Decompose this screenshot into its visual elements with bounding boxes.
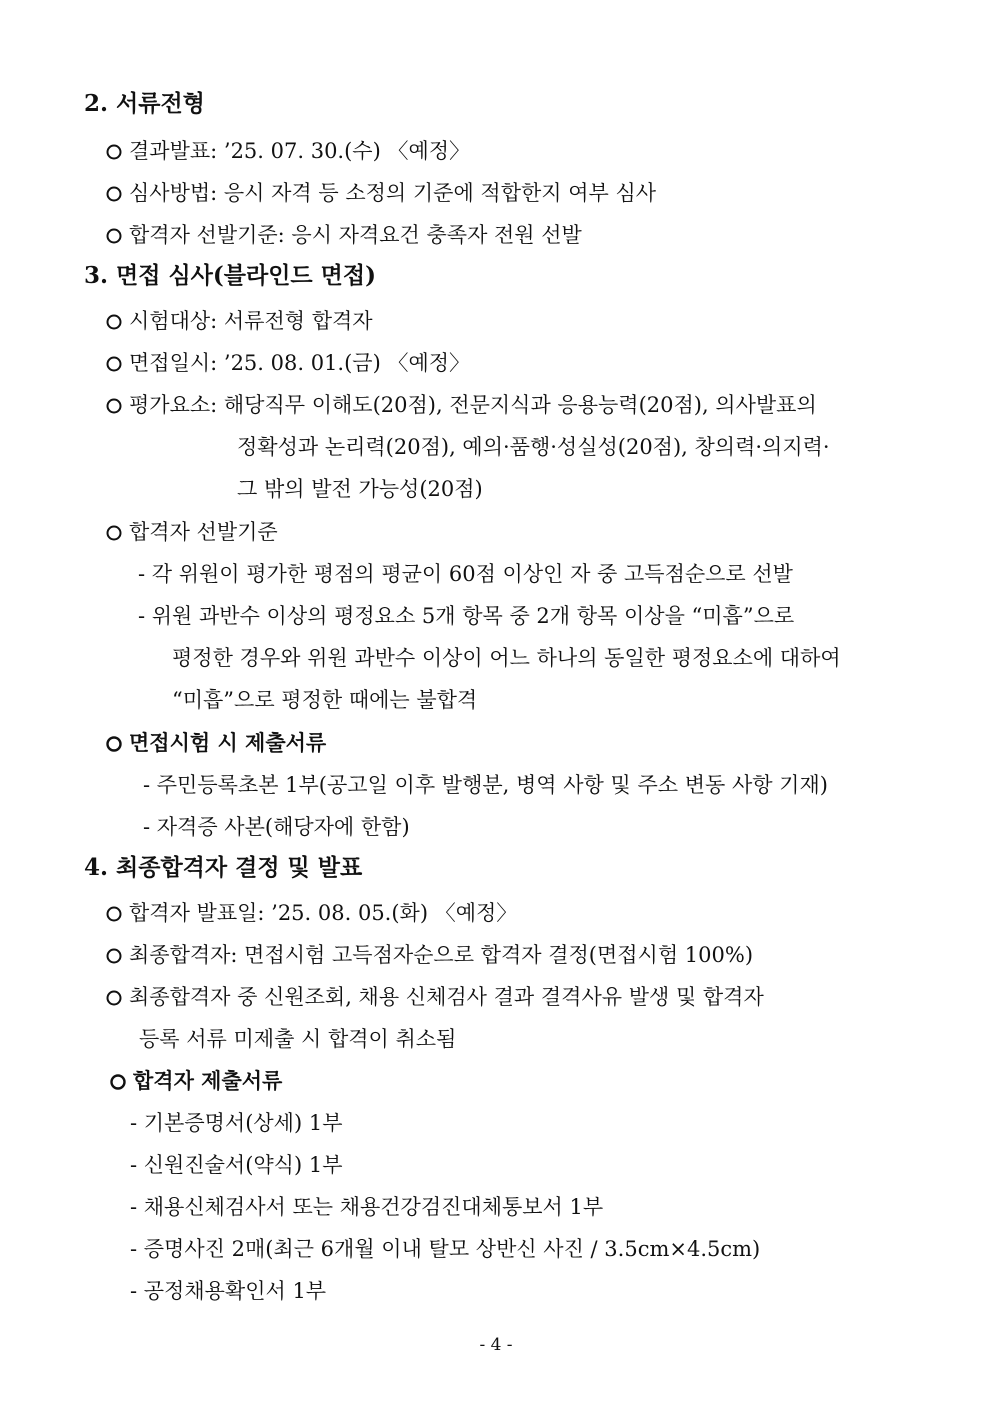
section-3-title: 3. 면접 심사(블라인드 면접) xyxy=(84,262,376,289)
list-item: 최종합격자: 면접시험 고득점자순으로 합격자 결정(면접시험 100%) xyxy=(105,941,753,969)
sub-item: - 증명사진 2매(최근 6개월 이내 탈모 상반신 사진 / 3.5cm×4.5cm) xyxy=(130,1237,761,1261)
list-item: 심사방법: 응시 자격 등 소정의 기준에 적합한지 여부 심사 xyxy=(105,179,656,207)
hollow-circle-icon xyxy=(105,391,129,419)
hollow-circle-icon xyxy=(105,349,129,377)
continuation-line: 그 밖의 발전 가능성(20점) xyxy=(237,477,483,501)
sub-item: - 채용신체검사서 또는 채용건강검진대체통보서 1부 xyxy=(130,1195,604,1219)
list-item: 시험대상: 서류전형 합격자 xyxy=(105,307,373,335)
continuation-line: “미흡”으로 평정한 때에는 불합격 xyxy=(172,688,478,712)
list-item: 면접일시: ’25. 08. 01.(금) 〈예정〉 xyxy=(105,349,470,377)
continuation-line: 등록 서류 미제출 시 합격이 취소됨 xyxy=(139,1027,457,1051)
list-item: 합격자 선발기준: 응시 자격요건 충족자 전원 선발 xyxy=(105,221,582,249)
list-item: 최종합격자 중 신원조회, 채용 신체검사 결과 결격사유 발생 및 합격자 xyxy=(105,983,764,1011)
sub-item: - 신원진술서(약식) 1부 xyxy=(130,1153,343,1177)
hollow-circle-icon xyxy=(105,221,129,249)
sub-item: - 공정채용확인서 1부 xyxy=(130,1279,327,1303)
hollow-circle-icon xyxy=(105,729,129,757)
continuation-line: 평정한 경우와 위원 과반수 이상이 어느 하나의 동일한 평정요소에 대하여 xyxy=(172,646,841,670)
hollow-circle-icon xyxy=(105,983,129,1011)
sub-item: - 자격증 사본(해당자에 한함) xyxy=(143,815,410,839)
hollow-circle-icon xyxy=(105,307,129,335)
page-number: - 4 - xyxy=(479,1335,513,1355)
sub-item: - 위원 과반수 이상의 평정요소 5개 항목 중 2개 항목 이상을 “미흡”으로 xyxy=(138,604,795,628)
list-item: 면접시험 시 제출서류 xyxy=(105,729,326,757)
list-item: 합격자 선발기준 xyxy=(105,518,278,546)
hollow-circle-icon xyxy=(105,137,129,165)
hollow-circle-icon xyxy=(109,1067,133,1095)
list-item: 결과발표: ’25. 07. 30.(수) 〈예정〉 xyxy=(105,137,470,165)
hollow-circle-icon xyxy=(105,899,129,927)
list-item: 평가요소: 해당직무 이해도(20점), 전문지식과 응용능력(20점), 의사발표의 xyxy=(105,391,817,419)
hollow-circle-icon xyxy=(105,941,129,969)
sub-item: - 기본증명서(상세) 1부 xyxy=(130,1111,343,1135)
list-item: 합격자 발표일: ’25. 08. 05.(화) 〈예정〉 xyxy=(105,899,517,927)
section-2-title: 2. 서류전형 xyxy=(84,90,205,117)
sub-item: - 각 위원이 평가한 평점의 평균이 60점 이상인 자 중 고득점순으로 선발 xyxy=(138,562,793,586)
hollow-circle-icon xyxy=(105,518,129,546)
section-4-title: 4. 최종합격자 결정 및 발표 xyxy=(84,854,363,881)
sub-item: - 주민등록초본 1부(공고일 이후 발행분, 병역 사항 및 주소 변동 사항 기재) xyxy=(143,773,828,797)
hollow-circle-icon xyxy=(105,179,129,207)
list-item: 합격자 제출서류 xyxy=(109,1067,282,1095)
continuation-line: 정확성과 논리력(20점), 예의·품행·성실성(20점), 창의력·의지력· xyxy=(237,435,830,459)
